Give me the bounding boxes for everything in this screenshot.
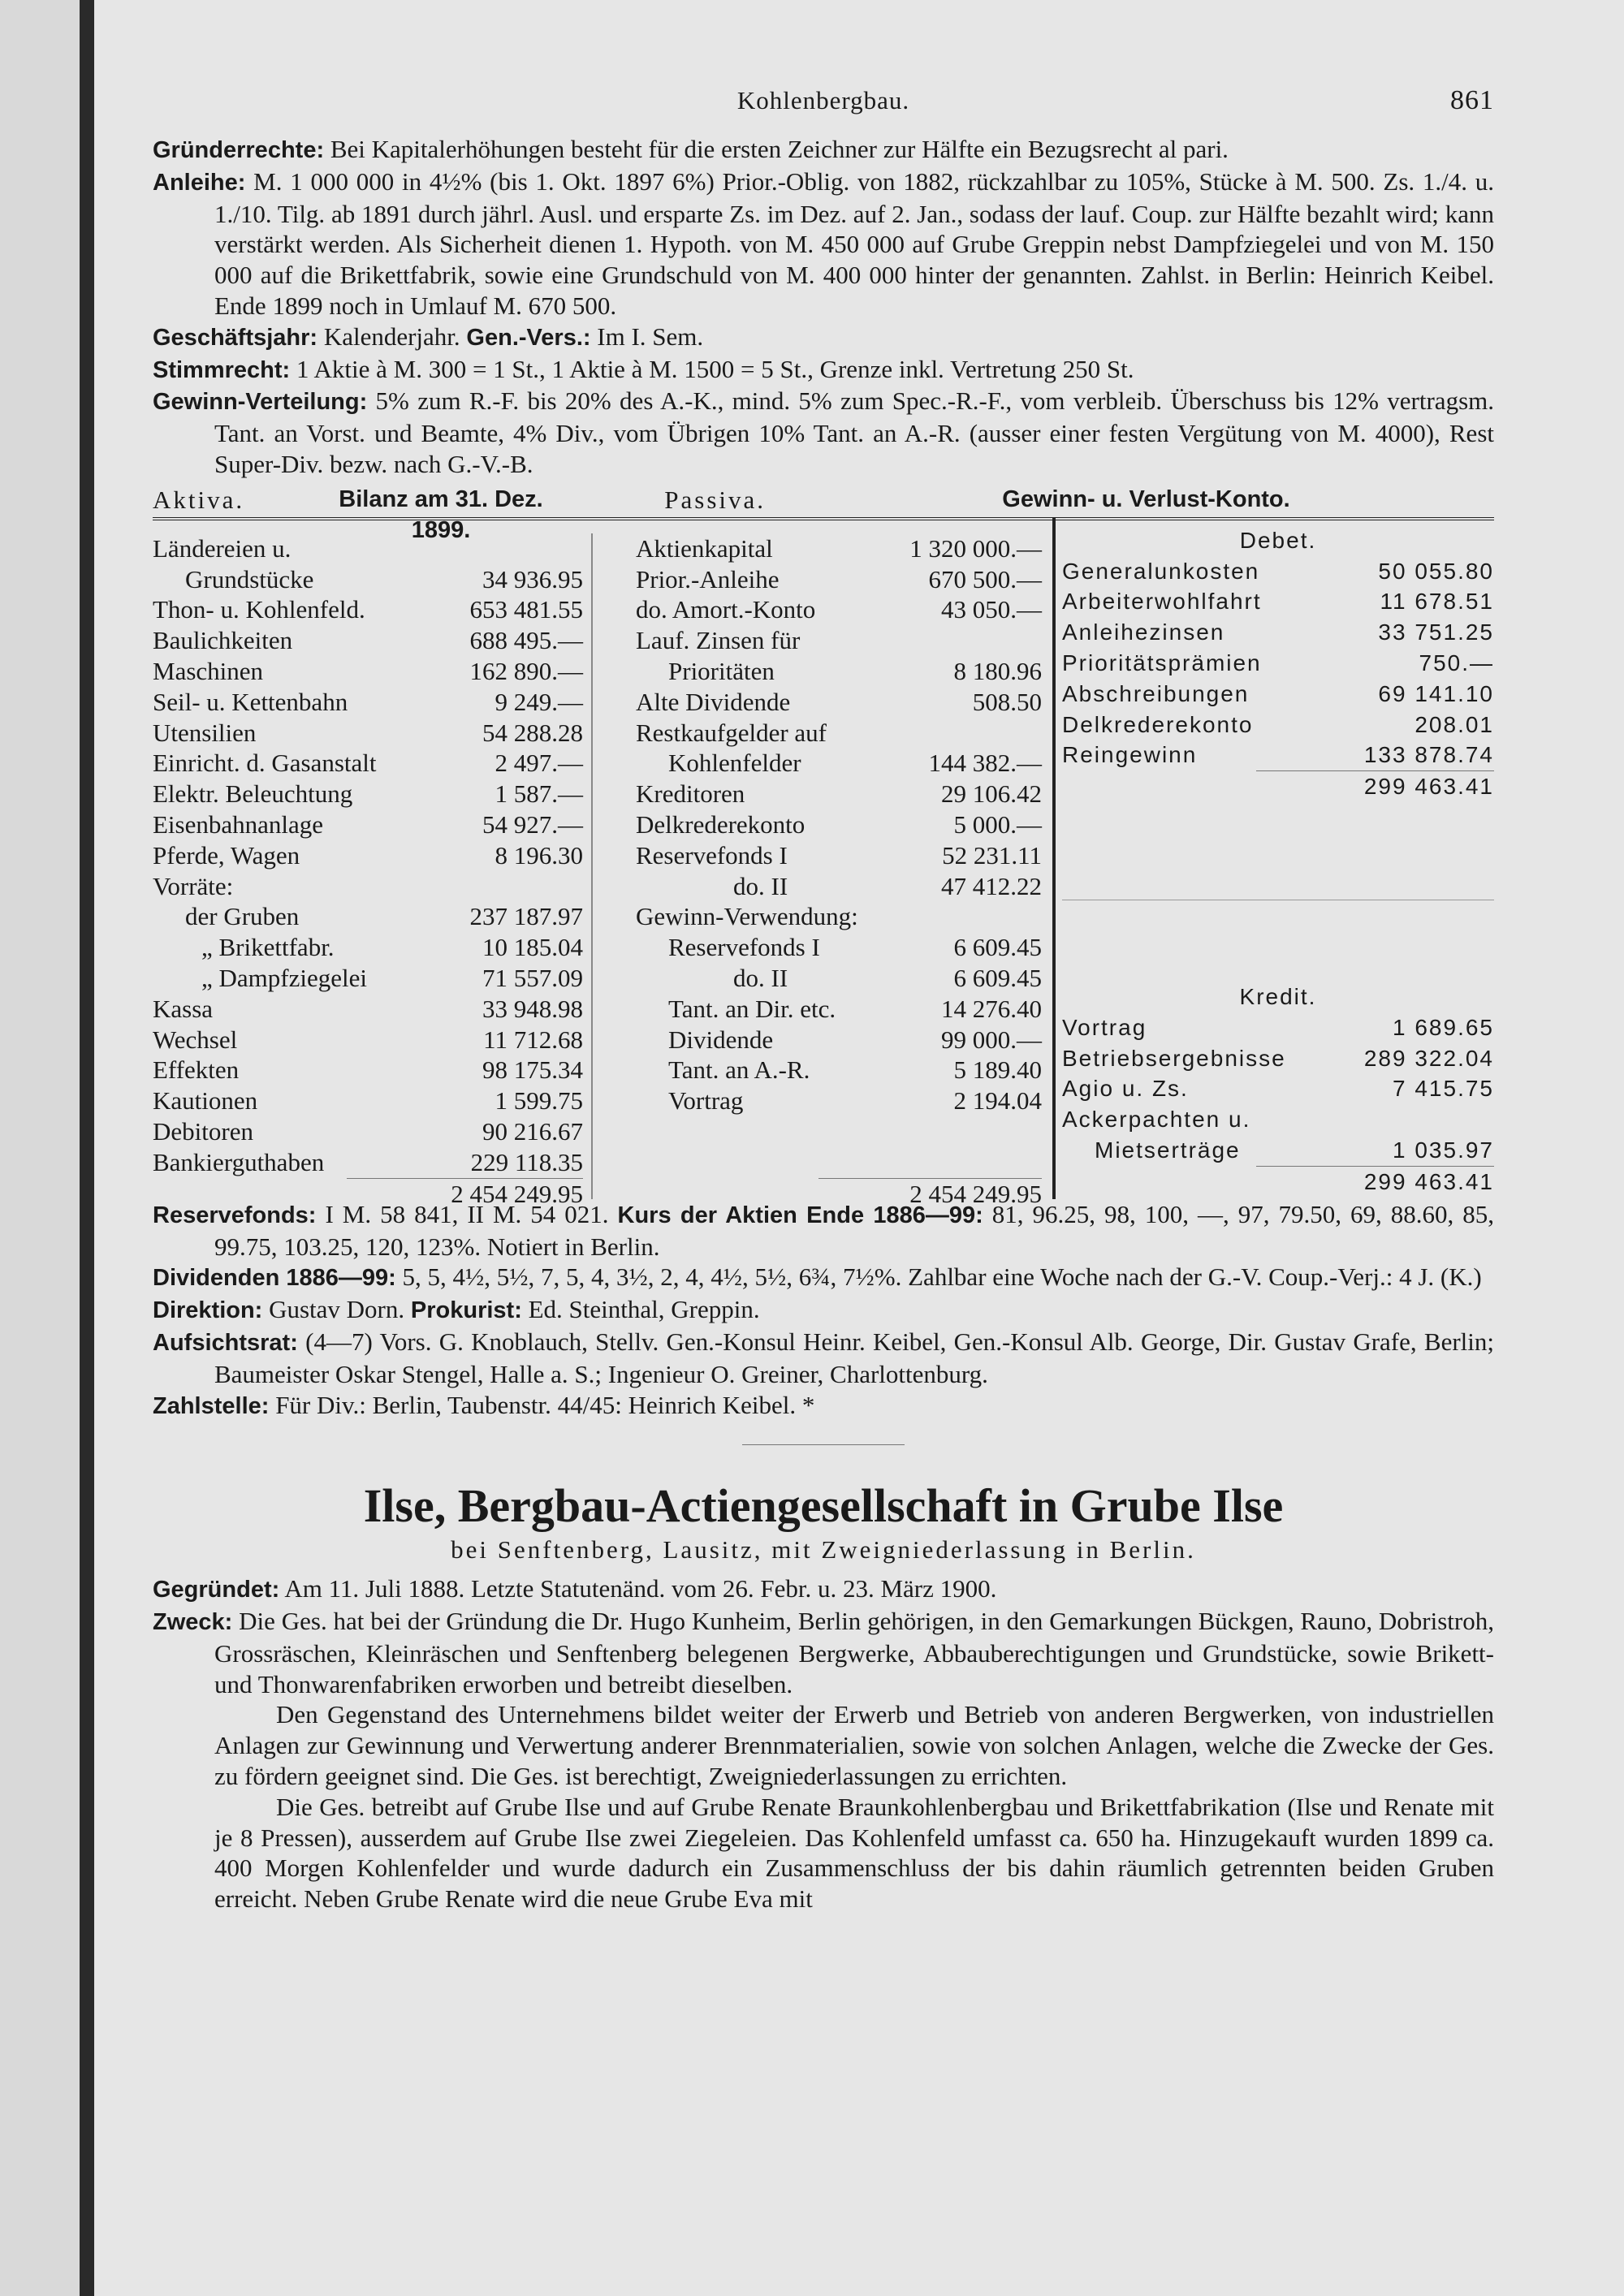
table-row bbox=[636, 718, 1042, 749]
row-label: Thon- u. Kohlenfeld. bbox=[153, 595, 365, 624]
table-row bbox=[636, 656, 1042, 687]
row-value: 54 927.— bbox=[482, 809, 583, 839]
entry-key: Dividenden 1886—99: bbox=[153, 1265, 396, 1292]
row-label: Ländereien u. bbox=[153, 533, 292, 563]
table-row bbox=[153, 901, 583, 932]
table-row bbox=[1062, 1135, 1494, 1166]
row-label: Dividende bbox=[668, 1025, 774, 1054]
entry-text: Im I. Sem. bbox=[590, 322, 704, 351]
row-value: 144 382.— bbox=[928, 749, 1042, 778]
entry-key: Gen.-Vers.: bbox=[466, 324, 591, 351]
table-row bbox=[153, 840, 583, 871]
row-value: 1 599.75 bbox=[495, 1086, 583, 1116]
row-label: Restkaufgelder auf bbox=[636, 718, 827, 747]
row-label: Tant. an Dir. etc. bbox=[668, 994, 836, 1023]
table-row bbox=[636, 994, 1042, 1025]
row-label: Delkrederekonto bbox=[636, 809, 806, 839]
table-row bbox=[1062, 740, 1494, 770]
table-row bbox=[153, 533, 583, 564]
row-label: Bankierguthaben bbox=[153, 1147, 325, 1176]
entry-key: Kurs der Aktien Ende 1886—99: bbox=[617, 1202, 983, 1228]
table-row bbox=[153, 932, 583, 963]
row-label: Einricht. d. Gasanstalt bbox=[153, 749, 377, 778]
entry-text: Bei Kapitalerhöhungen besteht für die ersten Zeichner zur Hälfte ein Bezugsrecht al pari. bbox=[324, 135, 1229, 163]
table-row bbox=[153, 1025, 583, 1055]
table-row bbox=[153, 718, 583, 749]
entry-key: Prokurist: bbox=[410, 1297, 522, 1324]
kredit-label: Kredit. bbox=[1239, 983, 1317, 1009]
row-label: der Gruben bbox=[185, 902, 300, 931]
table-row bbox=[636, 625, 1042, 656]
entry-text: 5, 5, 4½, 5½, 7, 5, 4, 3½, 2, 4, 4½, 5½, 6¾, 7½%. Zahlbar eine Woche nach der G.-V. Coup.-Verj.: 4 J. (K.) bbox=[395, 1262, 1482, 1292]
entry-key: Geschäftsjahr: bbox=[153, 324, 318, 351]
row-value: 750.— bbox=[1419, 650, 1494, 675]
row-label: do. II bbox=[733, 871, 788, 900]
row-label: Vorräte: bbox=[153, 871, 234, 900]
row-label: Lauf. Zinsen für bbox=[636, 626, 801, 655]
entry-text: Gustav Dorn. bbox=[262, 1295, 411, 1324]
entry-key: Gewinn-Verteilung: bbox=[153, 389, 368, 416]
founded-paragraph bbox=[153, 1573, 1494, 1606]
total: 2 454 249.95 bbox=[347, 1178, 584, 1210]
table-row bbox=[1062, 617, 1494, 648]
row-label: Arbeiterwohlfahrt bbox=[1062, 589, 1262, 615]
row-value: 229 118.35 bbox=[470, 1147, 583, 1176]
row-value: 653 481.55 bbox=[469, 595, 583, 624]
row-label: Kohlenfelder bbox=[668, 749, 801, 778]
table-row bbox=[1062, 648, 1494, 679]
entry-key: Anleihe: bbox=[153, 169, 246, 196]
table-row bbox=[636, 594, 1042, 625]
table-row bbox=[636, 809, 1042, 840]
row-value: 162 890.— bbox=[469, 656, 583, 685]
row-value: 34 936.95 bbox=[482, 564, 583, 593]
column-divider bbox=[591, 533, 593, 1199]
row-value: 670 500.— bbox=[928, 564, 1042, 593]
table-row bbox=[636, 840, 1042, 871]
row-label: Baulichkeiten bbox=[153, 626, 293, 655]
total: 299 463.41 bbox=[1256, 770, 1494, 802]
row-label: Maschinen bbox=[153, 656, 264, 685]
row-label: do. II bbox=[733, 963, 788, 992]
entry bbox=[153, 386, 1494, 479]
entry bbox=[153, 1327, 1494, 1390]
row-value: 33 751.25 bbox=[1378, 619, 1494, 645]
entry-key: Zahlstelle: bbox=[153, 1392, 270, 1419]
table-row bbox=[636, 901, 1042, 932]
table-row bbox=[636, 963, 1042, 994]
row-value: 688 495.— bbox=[469, 626, 583, 655]
row-label: Alte Dividende bbox=[636, 687, 791, 716]
table-row bbox=[636, 1055, 1042, 1085]
row-value: 2 497.— bbox=[495, 749, 583, 778]
table-row bbox=[636, 779, 1042, 809]
guv-column bbox=[1062, 525, 1494, 1198]
table-row bbox=[153, 594, 583, 625]
company-details-bottom bbox=[153, 1199, 1494, 1422]
row-label: Reingewinn bbox=[1062, 742, 1198, 768]
guv-title: Gewinn- u. Verlust-Konto. bbox=[1002, 486, 1290, 512]
row-label: Kassa bbox=[153, 994, 214, 1023]
row-label: Delkrederekonto bbox=[1062, 711, 1254, 737]
entry-text: (4—7) Vors. G. Knoblauch, Stellv. Gen.-Konsul Heinr. Keibel, Gen.-Konsul Alb. George, Dir. Gustav Grafe, Berlin; Baumeister Oskar Stengel, Halle a. S.; Ingenieur O. Greiner, Charlottenburg. bbox=[214, 1327, 1494, 1388]
row-value: 29 106.42 bbox=[941, 779, 1042, 809]
table-row bbox=[636, 1025, 1042, 1055]
row-label: Gewinn-Verwendung: bbox=[636, 902, 858, 931]
entry-text: 5% zum R.-F. bis 20% des A.-K., mind. 5% zum Spec.-R.-F., vom verbleib. Überschuss bis 12% vertragsm. Tant. an Vorst. und Beamte, 4% Div., vom Übrigen 10% Tant. an A.-R. (ausser einer festen Vergütung von M. 4000), Rest Super-Div. bezw. nach G.-V.-B. bbox=[214, 386, 1494, 478]
table-row bbox=[636, 564, 1042, 595]
row-value: 43 050.— bbox=[941, 595, 1042, 624]
key: Gegründet: bbox=[153, 1577, 280, 1603]
entry-text: Ed. Steinthal, Greppin. bbox=[521, 1295, 760, 1324]
row-label: „ Brikettfabr. bbox=[201, 933, 335, 962]
row-value: 508.50 bbox=[972, 687, 1042, 716]
entry-text: 1 Aktie à M. 300 = 1 St., 1 Aktie à M. 1500 = 5 St., Grenze inkl. Vertretung 250 St. bbox=[290, 354, 1134, 383]
section-divider bbox=[742, 1444, 905, 1445]
entry-key: Gründerrechte: bbox=[153, 137, 325, 163]
entry bbox=[153, 134, 1494, 166]
company-title: Ilse, Bergbau-Actiengesellschaft in Grube Ilse bbox=[363, 1479, 1284, 1533]
table-row bbox=[153, 748, 583, 779]
row-label: Generalunkosten bbox=[1062, 558, 1260, 584]
row-value: 289 322.04 bbox=[1363, 1045, 1494, 1071]
row-label: Seil- u. Kettenbahn bbox=[153, 687, 348, 716]
purpose-paragraph bbox=[153, 1606, 1494, 1699]
adjacent-page-margin bbox=[0, 0, 80, 2296]
row-value: 50 055.80 bbox=[1378, 558, 1494, 584]
row-label: Pferde, Wagen bbox=[153, 840, 300, 870]
row-label: Betriebsergebnisse bbox=[1062, 1045, 1286, 1071]
entry-text: 81, 96.25, 98, 100, —, 97, 79.50, 69, 88.60, 85, 99.75, 103.25, 120, 123%. Notiert in Berlin. bbox=[214, 1199, 1495, 1261]
entry-key: Stimmrecht: bbox=[153, 356, 291, 383]
row-value: 71 557.09 bbox=[482, 963, 583, 992]
table-row bbox=[153, 625, 583, 656]
paragraph: Die Ges. betreibt auf Grube Ilse und auf Grube Renate Braunkohlenbergbau und Brikettfabrikation (Ilse und Renate mit je 8 Pressen), ausserdem auf Grube Ilse zwei Ziegeleien. Das Kohlenfeld umfasst ca. 650 ha. Hinzugekauft wurden 1899 ca. 400 Morgen Kohlenfelder und wurde dadurch ein Zusammenschluss der bis dahin räumlich getrennten beiden Gruben erreicht. Neben Grube Renate wird die neue Grube Eva mit bbox=[214, 1792, 1494, 1914]
row-label: Eisenbahnanlage bbox=[153, 809, 324, 839]
row-value: 98 175.34 bbox=[482, 1055, 583, 1085]
table-row bbox=[153, 687, 583, 718]
debet-label: Debet. bbox=[1239, 527, 1317, 553]
table-row bbox=[1062, 710, 1494, 740]
row-value: 208.01 bbox=[1415, 711, 1494, 737]
entry-text: Für Div.: Berlin, Taubenstr. 44/45: Heinrich Keibel. * bbox=[269, 1390, 815, 1419]
table-row bbox=[636, 533, 1042, 564]
row-value: 69 141.10 bbox=[1378, 680, 1494, 706]
passiva-column bbox=[636, 533, 1042, 1210]
table-row bbox=[153, 779, 583, 809]
entry bbox=[153, 1262, 1494, 1294]
row-label: Anleihezinsen bbox=[1062, 619, 1225, 645]
table-row bbox=[153, 1147, 583, 1178]
row-label: do. Amort.-Konto bbox=[636, 595, 816, 624]
row-label: Prioritäten bbox=[668, 656, 775, 685]
entry-text: Kalenderjahr. bbox=[317, 322, 467, 351]
passiva-label: Passiva. bbox=[664, 485, 766, 514]
table-row bbox=[153, 564, 583, 595]
entry bbox=[153, 354, 1494, 386]
entry-text: I M. 58 841, II M. 54 021. bbox=[316, 1199, 618, 1228]
row-value: 10 185.04 bbox=[482, 933, 583, 962]
entry-key: Reservefonds: bbox=[153, 1202, 317, 1228]
row-value: 6 609.45 bbox=[953, 963, 1042, 992]
table-row bbox=[1062, 1012, 1494, 1043]
balance-sheet bbox=[153, 485, 1494, 1208]
book-spine-shadow bbox=[80, 0, 94, 2296]
row-label: Grundstücke bbox=[185, 564, 314, 593]
row-value: 1 689.65 bbox=[1393, 1014, 1494, 1040]
row-value: 52 231.11 bbox=[942, 840, 1042, 870]
company-subtitle: bei Senftenberg, Lausitz, mit Zweigniederlassung in Berlin. bbox=[451, 1535, 1196, 1564]
table-row bbox=[1062, 556, 1494, 587]
key: Zweck: bbox=[153, 1608, 233, 1635]
row-label: Ackerpachten u. bbox=[1062, 1107, 1251, 1133]
row-label: Utensilien bbox=[153, 718, 257, 747]
table-row bbox=[1062, 1073, 1494, 1104]
table-row bbox=[153, 963, 583, 994]
running-header bbox=[153, 85, 1494, 134]
row-label: Abschreibungen bbox=[1062, 680, 1250, 706]
row-label: Effekten bbox=[153, 1055, 240, 1085]
aktiva-label: Aktiva. bbox=[153, 485, 245, 514]
row-label: Elektr. Beleuchtung bbox=[153, 779, 353, 809]
table-row bbox=[153, 1116, 583, 1147]
aktiva-column bbox=[153, 533, 583, 1210]
row-label: Agio u. Zs. bbox=[1062, 1076, 1189, 1102]
row-value: 11 678.51 bbox=[1380, 589, 1494, 615]
table-row bbox=[1062, 586, 1494, 617]
value: Am 11. Juli 1888. Letzte Statutenänd. vom 26. Febr. u. 23. März 1900. bbox=[279, 1574, 997, 1603]
book-page bbox=[153, 85, 1494, 1914]
row-value: 14 276.40 bbox=[941, 994, 1042, 1023]
row-value: 33 948.98 bbox=[482, 994, 583, 1023]
row-value: 5 189.40 bbox=[953, 1055, 1042, 1085]
row-value: 9 249.— bbox=[495, 687, 583, 716]
row-value: 6 609.45 bbox=[953, 933, 1042, 962]
header-title: Kohlenbergbau. bbox=[736, 86, 910, 114]
entry bbox=[153, 1294, 1494, 1327]
value: Die Ges. hat bei der Gründung die Dr. Hugo Kunheim, Berlin gehörigen, in den Gemarkungen Bückgen, Rauno, Dobristroh, Grossräschen, Kleinräschen und Senftenberg belegenen Bergwerke, Abbauberechtigungen und Grundstücke, sowie Brikett- und Thonwarenfabriken erworben und betreibt dieselben. bbox=[214, 1606, 1494, 1698]
entry-text: M. 1 000 000 in 4½% (bis 1. Okt. 1897 6%) Prior.-Oblig. von 1882, rückzahlbar zu 105%, Stücke à M. 500. Zs. 1./4. u. 1./10. Tilg. ab 1891 durch jährl. Ausl. und ersparte Zs. im Dez. auf 2. Jan., sodass der lauf. Coup. zur Hälfte bezahlt wird; kann verstärkt werden. Als Sicherheit dienen 1. Hypoth. von M. 450 000 auf Grube Greppin nebst Dampfziegelei und von M. 150 000 auf die Brikettfabrik, sowie eine Grundschuld von M. 400 000 hinter der genannten. Zahlst. in Berlin: Heinrich Keibel. Ende 1899 noch in Umlauf M. 670 500. bbox=[214, 166, 1494, 320]
row-value: 5 000.— bbox=[953, 809, 1042, 839]
row-label: Prior.-Anleihe bbox=[636, 564, 780, 593]
row-label: Wechsel bbox=[153, 1025, 238, 1054]
balance-title: Bilanz am 31. Dez. 1899. bbox=[339, 486, 543, 543]
entry-key: Aufsichtsrat: bbox=[153, 1329, 298, 1356]
total: 299 463.41 bbox=[1256, 1166, 1494, 1198]
paragraph: Den Gegenstand des Unternehmens bildet weiter der Erwerb und Betrieb von anderen Bergwerken, von industriellen Anlagen zur Gewinnung und Verwertung anderer Brennmaterialien, sowie von solchen Anlagen, welche die Zwecke der Ges. zu fördern geeignet sind. Die Ges. ist berechtigt, Zweigniederlassungen zu errichten. bbox=[214, 1700, 1494, 1790]
total: 2 454 249.95 bbox=[818, 1178, 1042, 1210]
row-value: 1 587.— bbox=[495, 779, 583, 809]
page-number: 861 bbox=[1450, 85, 1494, 115]
table-row bbox=[636, 1085, 1042, 1116]
row-label: Tant. an A.-R. bbox=[668, 1055, 810, 1085]
row-label: Mietserträge bbox=[1095, 1137, 1241, 1163]
entry bbox=[153, 166, 1494, 322]
entry bbox=[153, 322, 1494, 354]
table-row bbox=[153, 1085, 583, 1116]
row-value: 8 180.96 bbox=[953, 656, 1042, 685]
row-value: 1 320 000.— bbox=[909, 533, 1042, 563]
row-label: Reservefonds I bbox=[668, 933, 820, 962]
table-row bbox=[1062, 679, 1494, 710]
row-value: 1 035.97 bbox=[1393, 1137, 1494, 1163]
row-value: 54 288.28 bbox=[482, 718, 583, 747]
row-value: 90 216.67 bbox=[482, 1116, 583, 1146]
row-value: 47 412.22 bbox=[941, 871, 1042, 900]
row-value: 7 415.75 bbox=[1393, 1076, 1494, 1102]
column-divider bbox=[1052, 517, 1056, 1199]
table-row bbox=[636, 871, 1042, 902]
row-label: Vortrag bbox=[1062, 1014, 1147, 1040]
table-row bbox=[636, 687, 1042, 718]
table-row bbox=[153, 1055, 583, 1085]
row-label: Kreditoren bbox=[636, 779, 745, 809]
row-value: 2 194.04 bbox=[953, 1086, 1042, 1116]
row-value: 8 196.30 bbox=[495, 840, 583, 870]
table-row bbox=[153, 994, 583, 1025]
company-details-top bbox=[153, 134, 1494, 480]
row-value: 99 000.— bbox=[941, 1025, 1042, 1054]
table-row bbox=[1062, 1104, 1494, 1135]
row-value: 11 712.68 bbox=[483, 1025, 583, 1054]
row-label: Debitoren bbox=[153, 1116, 253, 1146]
table-row bbox=[153, 871, 583, 902]
table-row bbox=[153, 809, 583, 840]
table-row bbox=[636, 932, 1042, 963]
row-value: 237 187.97 bbox=[469, 902, 583, 931]
table-row bbox=[636, 748, 1042, 779]
row-label: „ Dampfziegelei bbox=[201, 963, 367, 992]
entry bbox=[153, 1390, 1494, 1422]
row-value: 133 878.74 bbox=[1363, 742, 1494, 768]
table-row bbox=[1062, 1043, 1494, 1074]
row-label: Vortrag bbox=[668, 1086, 744, 1116]
row-label: Aktienkapital bbox=[636, 533, 773, 563]
row-label: Reservefonds I bbox=[636, 840, 788, 870]
entry-key: Direktion: bbox=[153, 1297, 263, 1324]
row-label: Prioritätsprämien bbox=[1062, 650, 1262, 675]
table-row bbox=[153, 656, 583, 687]
row-label: Kautionen bbox=[153, 1086, 258, 1116]
